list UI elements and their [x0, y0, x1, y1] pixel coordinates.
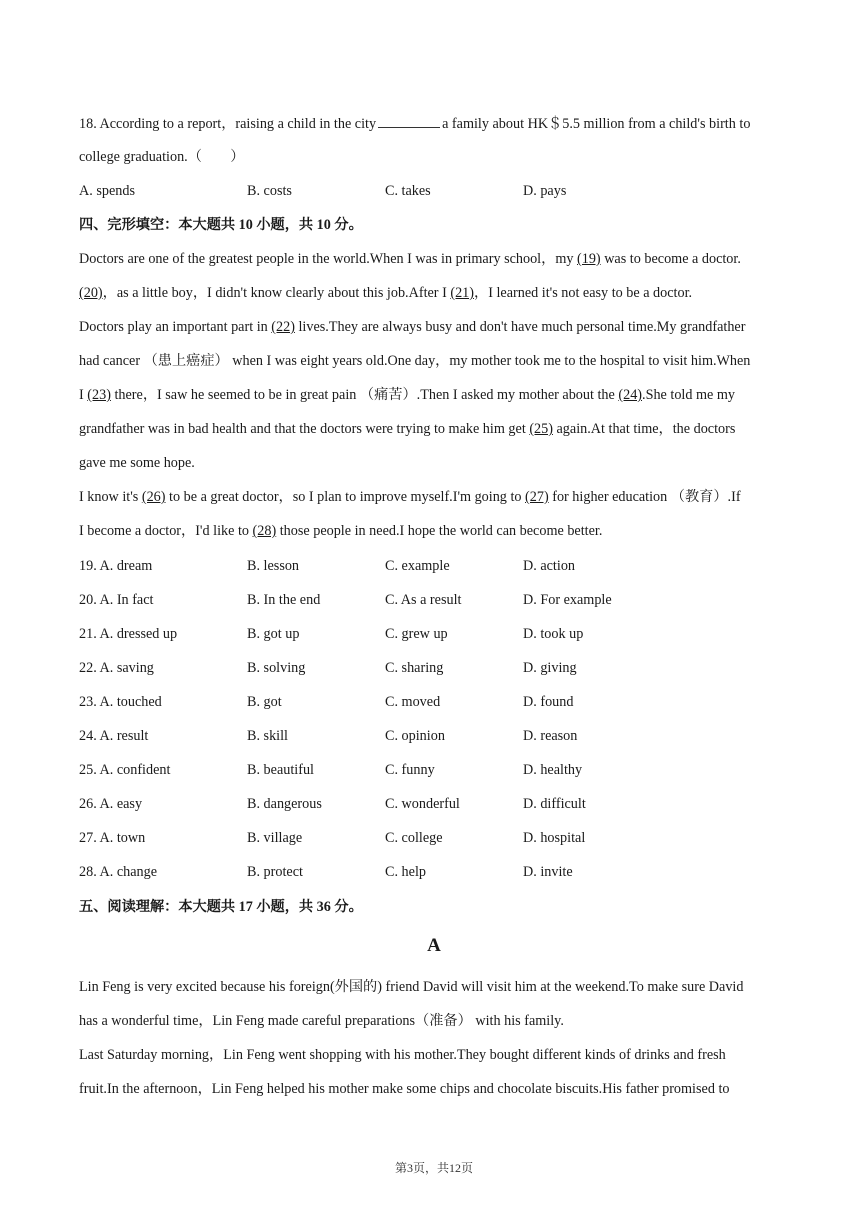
passage-line-8: [79, 487, 796, 507]
q18-option-b: B. costs: [247, 183, 292, 199]
text: again.At that time，the doctors: [552, 421, 736, 437]
option-b: B. beautiful: [247, 762, 314, 778]
blank-20: (20): [79, 285, 103, 301]
passage-line-7: gave me some hope.: [79, 455, 195, 471]
passage-line-6: [79, 419, 796, 439]
text: those people in need.I hope the world can become better.: [276, 523, 603, 539]
option-d: D. invite: [523, 864, 573, 880]
reading-line-3: Last Saturday morning，Lin Feng went shopping with his mother.They bought different kinds of drinks and fresh: [79, 1047, 726, 1063]
option-c: C. college: [385, 830, 443, 846]
answer-blank: [378, 113, 440, 128]
text: grandfather was in bad health and that the doctors were trying to make him get: [79, 421, 530, 437]
text: for higher education （教育）.If: [548, 489, 741, 505]
option-a: 23. A. touched: [79, 694, 162, 710]
option-a: 22. A. saving: [79, 660, 154, 676]
text: .She told me my: [642, 387, 736, 403]
blank-26: (26): [141, 489, 166, 505]
blank-21: (21): [450, 285, 474, 301]
option-d: D. difficult: [523, 796, 586, 812]
reading-line-4: fruit.In the afternoon，Lin Feng helped his mother make some chips and chocolate biscuits.His father promised to: [79, 1081, 730, 1097]
option-c: C. sharing: [385, 660, 444, 676]
passage-line-1: [79, 249, 796, 269]
option-d: D. healthy: [523, 762, 583, 778]
option-c: C. help: [385, 864, 426, 880]
option-d: D. hospital: [523, 830, 586, 846]
q18-stem-part2: a family about HK＄5.5 million from a child's birth to: [442, 116, 751, 132]
section4-heading: 四、完形填空：本大题共 10 小题，共 10 分。: [79, 217, 363, 233]
option-a: 21. A. dressed up: [79, 626, 178, 642]
reading-title: A: [427, 935, 441, 956]
q18-option-d: D. pays: [523, 183, 567, 199]
text: Doctors are one of the greatest people in the world.When I was in primary school，my: [79, 251, 577, 267]
option-a: 25. A. confident: [79, 762, 171, 778]
text: to be a great doctor，so I plan to improve myself.I'm going to: [165, 489, 526, 505]
option-a: 26. A. easy: [79, 796, 143, 812]
option-b: B. skill: [247, 728, 288, 744]
text: was to become a doctor.: [600, 251, 741, 267]
blank-23: (23): [87, 387, 111, 403]
option-b: B. lesson: [247, 558, 300, 574]
reading-line-1: Lin Feng is very excited because his foreign(外国的) friend David will visit him at the weekend.To make sure David: [79, 979, 744, 995]
blank-28: (28): [252, 523, 277, 539]
q18-option-a: A. spends: [79, 183, 135, 199]
option-a: 27. A. town: [79, 830, 146, 846]
blank-27: (27): [525, 489, 549, 505]
option-d: D. For example: [523, 592, 612, 608]
option-c: C. example: [385, 558, 450, 574]
blank-22: (22): [271, 319, 295, 335]
option-a: 28. A. change: [79, 864, 158, 880]
passage-line-5: [79, 385, 796, 405]
option-b: B. In the end: [247, 592, 321, 608]
option-c: C. funny: [385, 762, 435, 778]
q18-stem-line1: [79, 113, 796, 134]
option-d: D. found: [523, 694, 574, 710]
page-number-footer: 第3页，共12页: [394, 1161, 473, 1175]
text: I become a doctor，I'd like to: [79, 523, 253, 539]
text: there，I saw he seemed to be in great pain （痛苦）.Then I asked my mother about the: [110, 387, 619, 403]
blank-24: (24): [618, 387, 643, 403]
option-b: B. protect: [247, 864, 303, 880]
q18-option-c: C. takes: [385, 183, 431, 199]
text: Doctors play an important part in: [79, 319, 272, 335]
text: I know it's: [79, 489, 142, 505]
passage-line-4: had cancer （患上癌症） when I was eight years old.One day，my mother took me to the hospital to visit him.When: [79, 353, 751, 369]
text: I: [79, 387, 88, 403]
option-a: 24. A. result: [79, 728, 149, 744]
option-c: C. wonderful: [385, 796, 460, 812]
option-b: B. got up: [247, 626, 300, 642]
blank-19: (19): [577, 251, 601, 267]
option-d: D. giving: [523, 660, 577, 676]
option-d: D. took up: [523, 626, 584, 642]
blank-25: (25): [529, 421, 553, 437]
text: ，as a little boy，I didn't know clearly about this job.After I: [102, 285, 451, 301]
option-a: 20. A. In fact: [79, 592, 154, 608]
q18-stem-part1: 18. According to a report，raising a child in the city: [79, 116, 377, 132]
text: lives.They are always busy and don't have much personal time.My grandfather: [294, 319, 746, 335]
option-d: D. action: [523, 558, 576, 574]
option-b: B. village: [247, 830, 303, 846]
passage-line-2: [79, 283, 796, 303]
option-b: B. dangerous: [247, 796, 322, 812]
option-d: D. reason: [523, 728, 578, 744]
text: ，I learned it's not easy to be a doctor.: [474, 285, 693, 301]
q18-stem-line2: college graduation.（ ）: [79, 149, 245, 165]
passage-line-9: [79, 521, 796, 541]
option-c: C. grew up: [385, 626, 448, 642]
option-c: C. moved: [385, 694, 441, 710]
reading-line-2: has a wonderful time，Lin Feng made careful preparations（准备） with his family.: [79, 1013, 564, 1029]
option-a: 19. A. dream: [79, 558, 153, 574]
option-c: C. opinion: [385, 728, 445, 744]
section5-heading: 五、阅读理解：本大题共 17 小题，共 36 分。: [79, 899, 363, 915]
option-b: B. solving: [247, 660, 306, 676]
passage-line-3: [79, 317, 796, 337]
option-c: C. As a result: [385, 592, 462, 608]
option-b: B. got: [247, 694, 282, 710]
